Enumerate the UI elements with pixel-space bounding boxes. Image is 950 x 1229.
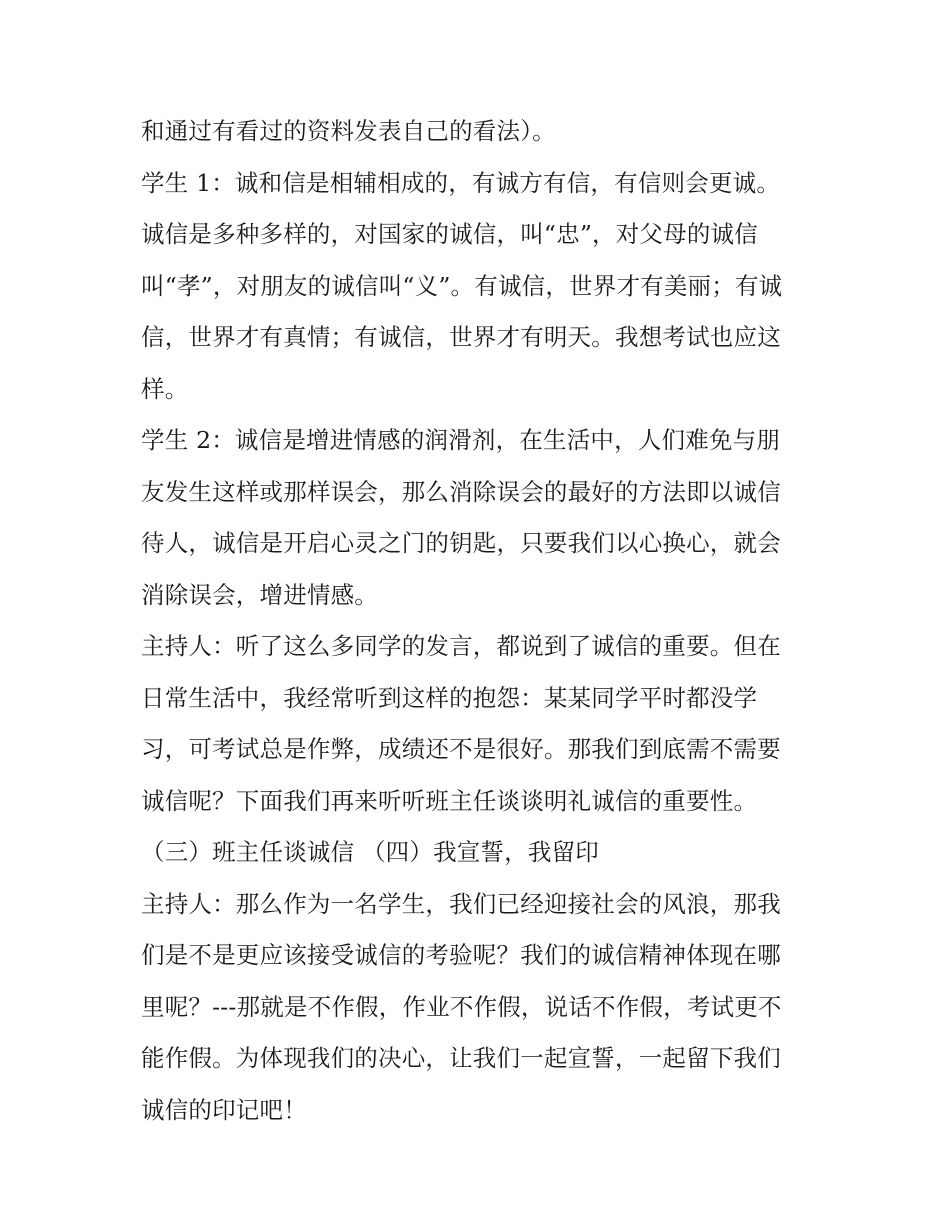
text-line: 日常生活中，我经常听到这样的抱怨：某某同学平时都没学 (141, 683, 758, 712)
text-line: 习，可考试总是作弊，成绩还不是很好。那我们到底需不需要 (141, 735, 781, 763)
section-heading-line: （三）班主任谈诚信 （四）我宣誓，我留印 (141, 838, 599, 866)
text-line: 友发生这样或那样误会，那么消除误会的最好的方法即以诚信 (141, 477, 781, 506)
document-body (141, 106, 821, 1136)
text-line: 和通过有看过的资料发表自己的看法）。 (141, 117, 556, 145)
text-line: 能作假。为体现我们的决心，让我们一起宣誓，一起留下我们 (141, 1044, 781, 1072)
text-line: 待人，诚信是开启心灵之门的钥匙，只要我们以心换心，就会 (141, 529, 781, 557)
text-line: 们是不是更应该接受诚信的考验呢？我们的诚信精神体现在哪 (141, 941, 781, 969)
text-line: 叫“孝”，对朋友的诚信叫“义”。有诚信，世界才有美丽；有诚 (141, 271, 783, 300)
text-line: 学生 1：诚和信是相辅相成的，有诚方有信，有信则会更诚。 (141, 168, 781, 197)
text-line: 消除误会，增进情感。 (141, 580, 378, 609)
text-line: 诚信的印记吧！ (141, 1095, 307, 1124)
text-line: 主持人：那么作为一名学生，我们已经迎接社会的风浪，那我 (141, 889, 781, 918)
text-line: 诚信呢？下面我们再来听听班主任谈谈明礼诚信的重要性。 (141, 786, 758, 815)
text-line: 诚信是多种多样的，对国家的诚信，叫“忠”，对父母的诚信 (141, 220, 758, 248)
text-line: 学生 2：诚信是增进情感的润滑剂，在生活中，人们难免与朋 (141, 426, 781, 454)
text-line: 信，世界才有真情；有诚信，世界才有明天。我想考试也应这 (141, 323, 781, 351)
text-line: 里呢？---那就是不作假，作业不作假，说话不作假，考试更不 (141, 992, 782, 1021)
text-line: 样。 (141, 374, 189, 403)
text-line: 主持人：听了这么多同学的发言，都说到了诚信的重要。但在 (141, 632, 781, 660)
